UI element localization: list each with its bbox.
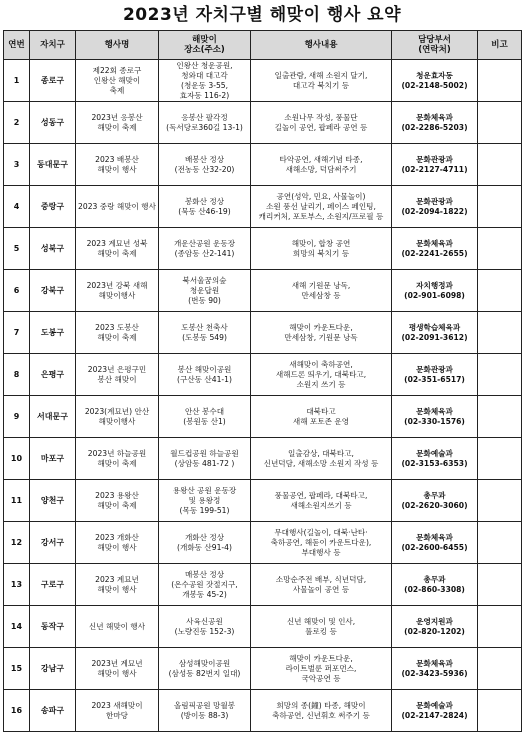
header-event-name	[76, 31, 159, 60]
event-content	[251, 648, 392, 690]
event-content	[251, 438, 392, 480]
event-location	[159, 354, 251, 396]
table-row	[4, 564, 522, 606]
event-name	[76, 270, 159, 312]
department-contact	[392, 396, 478, 438]
district-name: 마포구	[30, 438, 76, 480]
event-name-line: 2023 배봉산	[95, 154, 139, 164]
event-content-line: 대북타고	[306, 406, 336, 416]
district-name: 종로구	[30, 60, 76, 102]
event-name	[76, 648, 159, 690]
event-content	[251, 270, 392, 312]
event-name-line: 해맞이 축제	[97, 248, 137, 258]
event-content-line: 공연(성악, 민요, 사물놀이)	[276, 191, 366, 201]
department-contact	[392, 480, 478, 522]
department-contact-line: 문화관광과	[416, 196, 453, 206]
event-name-line: 2023 중랑 해맞이 행사	[78, 201, 156, 211]
department-contact	[392, 186, 478, 228]
row-number: 1	[4, 60, 30, 102]
event-content	[251, 102, 392, 144]
header-row	[4, 31, 522, 60]
event-name-line: 2023 용왕산	[95, 490, 139, 500]
table-header	[4, 31, 522, 60]
event-location-line: (목동 199-51)	[179, 505, 230, 515]
event-location-line: 매봉산 정상	[184, 569, 225, 579]
header-district-line: 자치구	[40, 40, 65, 50]
row-number: 9	[4, 396, 30, 438]
remarks-cell	[478, 60, 522, 102]
event-name-line: 해맞이 행사	[97, 668, 137, 678]
event-content	[251, 228, 392, 270]
event-name-line: 축제	[109, 85, 125, 95]
department-contact-line: (02-351-6517)	[404, 374, 465, 384]
event-location-line: 삼성해맞이공원	[178, 658, 231, 668]
event-location-line: (청운동 3-55,	[180, 80, 229, 90]
event-content-line: 해맞이 카운트다운,	[289, 653, 353, 663]
event-content	[251, 690, 392, 732]
event-name	[76, 480, 159, 522]
department-contact-line: 문화예술과	[416, 448, 453, 458]
row-number: 11	[4, 480, 30, 522]
department-contact	[392, 312, 478, 354]
department-contact-line: 청운효자동	[416, 70, 453, 80]
district-name: 성북구	[30, 228, 76, 270]
department-contact-line: (02-2620-3060)	[401, 500, 468, 510]
event-location	[159, 564, 251, 606]
event-content-line: 새해소원지쓰기 등	[290, 500, 352, 510]
event-location-line: 북서울꿈의숲	[182, 275, 227, 285]
event-location-line: 올림픽공원 망월봉	[173, 700, 236, 710]
event-location-line: 및 용왕정	[188, 495, 221, 505]
event-location-line: (전농동 산32-20)	[174, 164, 235, 174]
event-name-line: 2023 새해맞이	[91, 700, 143, 710]
row-number: 16	[4, 690, 30, 732]
department-contact-line: (02-3153-6353)	[401, 458, 468, 468]
table-row	[4, 102, 522, 144]
event-location-line: 효자동 116-2)	[179, 90, 230, 100]
department-contact-line: 문화체육과	[416, 658, 453, 668]
department-contact	[392, 354, 478, 396]
event-name-line: 제22회 종로구	[92, 65, 142, 75]
event-content-line: 만세삼창, 기원문 낭독	[284, 332, 358, 342]
remarks-cell	[478, 228, 522, 270]
event-location-line: 청운답원	[189, 285, 220, 295]
table-row	[4, 186, 522, 228]
event-name-line: 2023년 계묘년	[91, 658, 143, 668]
event-content-line: 무대행사(길놀이, 대북·난타·	[274, 527, 368, 537]
table-row	[4, 438, 522, 480]
department-contact-line: 문화체육과	[416, 112, 453, 122]
event-content	[251, 312, 392, 354]
table-row	[4, 480, 522, 522]
event-content	[251, 60, 392, 102]
event-location-line: (봉원동 산1)	[183, 416, 226, 426]
department-contact-line: 운영지원과	[416, 616, 453, 626]
row-number: 12	[4, 522, 30, 564]
event-name-line: 인왕산 해맞이	[93, 75, 141, 85]
row-number: 8	[4, 354, 30, 396]
event-name-line: 2023년 강북 새해	[86, 280, 148, 290]
event-location-line: (묵동 산46-19)	[178, 206, 231, 216]
event-name	[76, 690, 159, 732]
events-table	[3, 30, 522, 732]
district-name: 성동구	[30, 102, 76, 144]
remarks-cell	[478, 102, 522, 144]
event-location	[159, 438, 251, 480]
table-row	[4, 144, 522, 186]
event-location-line: 도봉산 천축사	[181, 322, 228, 332]
row-number: 2	[4, 102, 30, 144]
event-name-line: 2023년 하늘공원	[87, 448, 147, 458]
event-name-line: 해맞이 행사	[97, 542, 137, 552]
event-content-line: 풍물공연, 팝페라, 대북타고,	[274, 490, 368, 500]
row-number: 3	[4, 144, 30, 186]
department-contact	[392, 522, 478, 564]
department-contact-line: 총무과	[423, 574, 446, 584]
event-content-line: 일출감상, 대북타고,	[288, 448, 354, 458]
department-contact-line: (02-2286-5203)	[401, 122, 468, 132]
department-contact	[392, 564, 478, 606]
event-location	[159, 312, 251, 354]
department-contact-line: 총무과	[423, 490, 446, 500]
event-location	[159, 228, 251, 270]
header-department	[392, 31, 478, 60]
table-body	[4, 60, 522, 732]
remarks-cell	[478, 438, 522, 480]
event-location-line: 봉화산 정상	[184, 196, 225, 206]
event-name	[76, 228, 159, 270]
event-content-line: 새해드론 띄우기, 대북타고,	[275, 369, 367, 379]
event-content-line: 축하공연, 신년휘호 써주기 등	[272, 710, 370, 720]
event-content-line: 희망의 북치기 등	[292, 248, 350, 258]
header-number-line: 연번	[8, 40, 25, 50]
table-row	[4, 606, 522, 648]
event-location-line: (종암동 산2-141)	[174, 248, 235, 258]
event-location-line: 봉산 해맞이공원	[177, 364, 232, 374]
event-name-line: 2023 계묘년 성북	[86, 238, 148, 248]
table-row	[4, 354, 522, 396]
remarks-cell	[478, 606, 522, 648]
event-content-line: 타악공연, 새해기념 타종,	[279, 154, 363, 164]
table-row	[4, 690, 522, 732]
event-location	[159, 522, 251, 564]
event-content-line: 풀로킹 등	[305, 626, 337, 636]
event-content	[251, 144, 392, 186]
event-location-line: (도봉동 549)	[182, 332, 227, 342]
event-location-line: (방이동 88-3)	[180, 710, 229, 720]
event-name-line: 신년 해맞이 행사	[88, 621, 146, 631]
district-name: 동대문구	[30, 144, 76, 186]
district-name: 도봉구	[30, 312, 76, 354]
header-content	[251, 31, 392, 60]
event-content-line: 새해 포토존 운영	[292, 416, 350, 426]
department-contact-line: (02-2094-1822)	[401, 206, 468, 216]
remarks-cell	[478, 354, 522, 396]
event-name-line: 한마당	[105, 710, 128, 720]
row-number: 6	[4, 270, 30, 312]
remarks-cell	[478, 522, 522, 564]
department-contact	[392, 270, 478, 312]
department-contact	[392, 606, 478, 648]
remarks-cell	[478, 396, 522, 438]
event-name	[76, 564, 159, 606]
event-name-line: 해맞이 축제	[97, 500, 137, 510]
header-district	[30, 31, 76, 60]
event-location-line: 안산 봉수대	[184, 406, 225, 416]
department-contact-line: (02-330-1576)	[404, 416, 465, 426]
event-name	[76, 102, 159, 144]
district-name: 구로구	[30, 564, 76, 606]
event-content-line: 부대행사 등	[301, 547, 341, 557]
header-location-line: 해맞이	[192, 35, 217, 45]
event-name	[76, 396, 159, 438]
header-department-line: (연락처)	[418, 45, 451, 55]
event-location-line: 개봉동 45-2)	[182, 589, 227, 599]
district-name: 서대문구	[30, 396, 76, 438]
department-contact-line: (02-860-3308)	[404, 584, 465, 594]
event-name-line: 해맞이 축제	[97, 458, 137, 468]
event-location	[159, 102, 251, 144]
header-number	[4, 31, 30, 60]
event-content-line: 소원 풍선 날리기, 페이스 페인팅,	[266, 201, 376, 211]
table-row	[4, 648, 522, 690]
header-event-name-line: 행사명	[104, 40, 130, 50]
district-name: 강남구	[30, 648, 76, 690]
department-contact	[392, 438, 478, 480]
event-content-line: 일출관람, 새해 소원지 달기,	[274, 70, 368, 80]
event-location-line: (상암동 481-72 )	[174, 458, 235, 468]
event-content-line: 캐리커처, 포토부스, 소원지/프로필 등	[258, 211, 384, 221]
event-content	[251, 480, 392, 522]
event-name	[76, 144, 159, 186]
event-content-line: 신년 해맞이 및 인사,	[286, 616, 356, 626]
event-content-line: 소원지 쓰기 등	[296, 379, 346, 389]
event-location-line: (온수공원 잣절지구,	[171, 579, 238, 589]
remarks-cell	[478, 270, 522, 312]
event-name-line: 해맞이 축제	[97, 332, 137, 342]
event-location-line: 월드컵공원 하늘공원	[170, 448, 239, 458]
header-remarks-line: 비고	[491, 40, 508, 50]
event-name	[76, 438, 159, 480]
event-location-line: (삼성동 82번지 일대)	[168, 668, 241, 678]
remarks-cell	[478, 648, 522, 690]
event-location-line: 인왕산 청운공원,	[176, 60, 233, 70]
remarks-cell	[478, 690, 522, 732]
row-number: 7	[4, 312, 30, 354]
header-location-line: 장소(주소)	[184, 45, 225, 55]
department-contact	[392, 228, 478, 270]
event-location-line: (노량진동 152-3)	[174, 626, 235, 636]
event-location	[159, 186, 251, 228]
row-number: 5	[4, 228, 30, 270]
event-location	[159, 270, 251, 312]
event-name-line: 해맞이 축제	[97, 122, 137, 132]
event-name-line: 2023년 은평구민	[87, 364, 147, 374]
event-content	[251, 396, 392, 438]
department-contact-line: 문화체육과	[416, 532, 453, 542]
event-content-line: 라이트벌룬 퍼포먼스,	[285, 663, 357, 673]
event-content-line: 길놀이 공연, 팝페라 공연 등	[274, 122, 368, 132]
table-row	[4, 228, 522, 270]
department-contact-line: (02-820-1202)	[404, 626, 465, 636]
department-contact-line: (02-2600-6455)	[401, 542, 468, 552]
event-name	[76, 354, 159, 396]
event-location	[159, 480, 251, 522]
event-name-line: 2023년 응봉산	[91, 112, 143, 122]
event-name-line: 봉산 해맞이	[97, 374, 137, 384]
table-row	[4, 270, 522, 312]
department-contact-line: (02-2148-5002)	[401, 80, 468, 90]
department-contact-line: 문화관광과	[416, 364, 453, 374]
table-row	[4, 60, 522, 102]
department-contact-line: (02-2127-4711)	[401, 164, 468, 174]
event-location	[159, 396, 251, 438]
event-location	[159, 690, 251, 732]
event-location-line: 개화산 정상	[184, 532, 225, 542]
district-name: 강북구	[30, 270, 76, 312]
event-content	[251, 606, 392, 648]
department-contact-line: (02-2241-2655)	[401, 248, 468, 258]
event-location	[159, 144, 251, 186]
header-remarks	[478, 31, 522, 60]
event-content-line: 희망의 종(鐘) 타종, 해맞이	[276, 700, 366, 710]
district-name: 송파구	[30, 690, 76, 732]
remarks-cell	[478, 564, 522, 606]
event-name-line: 해맞이행사	[98, 416, 136, 426]
event-content-line: 새해소망, 덕담써주기	[285, 164, 357, 174]
event-content	[251, 354, 392, 396]
row-number: 10	[4, 438, 30, 480]
event-content	[251, 564, 392, 606]
department-contact-line: (02-901-6098)	[404, 290, 465, 300]
event-name	[76, 312, 159, 354]
event-location-line: 청와대 대고각	[181, 70, 228, 80]
event-name	[76, 186, 159, 228]
row-number: 4	[4, 186, 30, 228]
event-name	[76, 522, 159, 564]
event-location-line: 사육신공원	[186, 616, 223, 626]
event-location-line: 응봉산 팔각정	[181, 112, 228, 122]
department-contact-line: 평생학습체육과	[408, 322, 461, 332]
event-content-line: 해맞이 카운트다운,	[289, 322, 353, 332]
event-content-line: 소원나무 작성, 풍물단	[284, 112, 358, 122]
event-name	[76, 60, 159, 102]
event-location-line: 용왕산 공원 운동장	[172, 485, 237, 495]
event-location-line: (개화동 산91-4)	[177, 542, 232, 552]
row-number: 15	[4, 648, 30, 690]
table-row	[4, 312, 522, 354]
event-content-line: 해맞이, 합창 공연	[291, 238, 351, 248]
event-content-line: 대고각 북치기 등	[292, 80, 350, 90]
district-name: 중랑구	[30, 186, 76, 228]
event-content-line: 만세삼창 등	[301, 290, 341, 300]
table-row	[4, 396, 522, 438]
event-name-line: 해맞이 행사	[97, 164, 137, 174]
district-name: 강서구	[30, 522, 76, 564]
department-contact-line: (02-2147-2824)	[401, 710, 468, 720]
event-name-line: 2023 도봉산	[95, 322, 139, 332]
header-department-line: 담당부서	[418, 35, 451, 45]
event-name-line: 2023 계묘년	[95, 574, 139, 584]
event-content-line: 축하공연, 해돋이 카운트다운),	[270, 537, 372, 547]
row-number: 14	[4, 606, 30, 648]
department-contact-line: 문화체육과	[416, 238, 453, 248]
department-contact-line: (02-3423-5936)	[401, 668, 468, 678]
department-contact-line: 문화예술과	[416, 700, 453, 710]
department-contact	[392, 144, 478, 186]
event-content-line: 새해 기원문 낭독,	[291, 280, 351, 290]
table-row	[4, 522, 522, 564]
remarks-cell	[478, 480, 522, 522]
district-name: 은평구	[30, 354, 76, 396]
event-content-line: 소망순주전 배부, 식년덕담,	[275, 574, 367, 584]
event-content-line: 국악공연 등	[301, 673, 341, 683]
department-contact	[392, 690, 478, 732]
remarks-cell	[478, 144, 522, 186]
event-location	[159, 60, 251, 102]
department-contact	[392, 648, 478, 690]
district-name: 동작구	[30, 606, 76, 648]
event-name-line: 해맞이행사	[98, 290, 136, 300]
row-number: 13	[4, 564, 30, 606]
event-content	[251, 186, 392, 228]
event-content-line: 새해맞이 축하공연,	[289, 359, 353, 369]
event-location-line: 배봉산 정상	[184, 154, 225, 164]
department-contact-line: 문화체육과	[416, 406, 453, 416]
event-name-line: 해맞이 행사	[97, 584, 137, 594]
event-name	[76, 606, 159, 648]
department-contact	[392, 60, 478, 102]
department-contact-line: 자치행정과	[416, 280, 453, 290]
event-name-line: 2023 개화산	[95, 532, 139, 542]
remarks-cell	[478, 312, 522, 354]
header-content-line: 행사내용	[304, 40, 338, 50]
district-name: 양천구	[30, 480, 76, 522]
page-title: 2023년 자치구별 해맞이 행사 요약	[122, 5, 402, 25]
event-location-line: (구산동 산41-1)	[177, 374, 232, 384]
event-location	[159, 648, 251, 690]
event-location-line: 개운산공원 운동장	[173, 238, 236, 248]
department-contact-line: (02-2091-3612)	[401, 332, 468, 342]
department-contact-line: 문화관광과	[416, 154, 453, 164]
event-location	[159, 606, 251, 648]
event-content	[251, 522, 392, 564]
header-location	[159, 31, 251, 60]
event-content-line: 사물놀이 공연 등	[292, 584, 350, 594]
remarks-cell	[478, 186, 522, 228]
department-contact	[392, 102, 478, 144]
event-location-line: (독서당로360길 13-1)	[166, 122, 243, 132]
event-location-line: (번동 90)	[188, 295, 221, 305]
event-name-line: 2023(계묘년) 안산	[84, 406, 150, 416]
event-content-line: 신년덕담, 새해소망 소원지 작성 등	[263, 458, 379, 468]
